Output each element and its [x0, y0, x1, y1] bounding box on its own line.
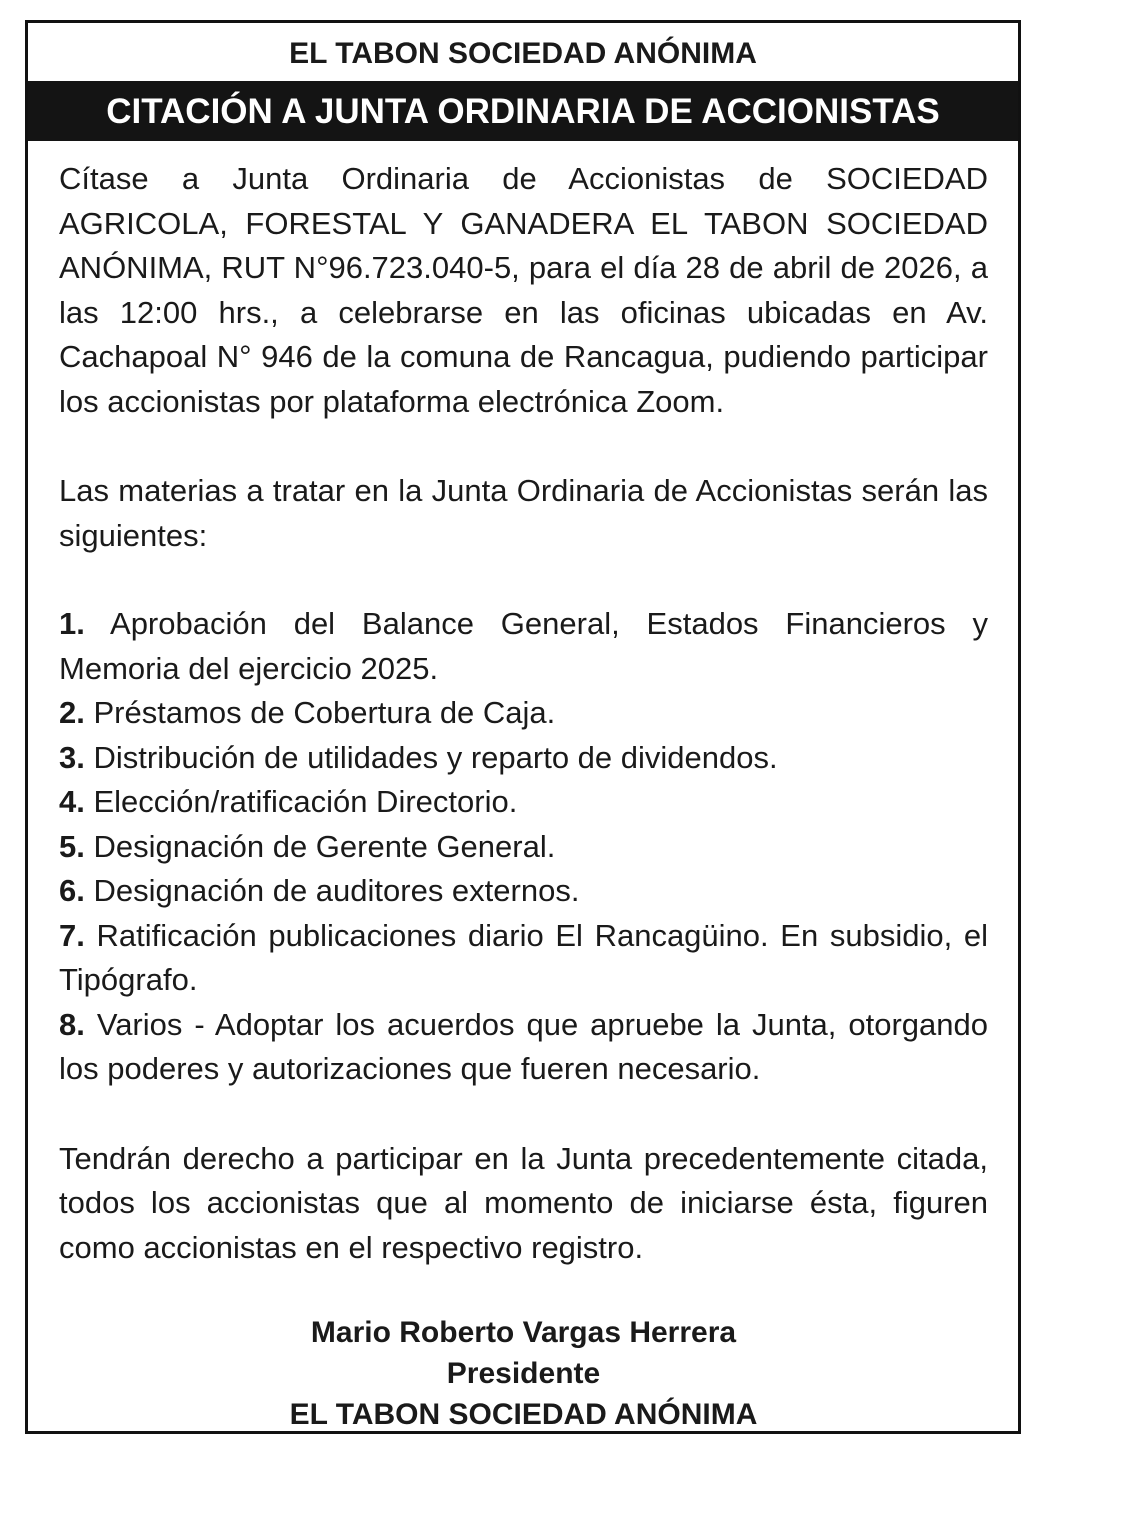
spacer	[59, 424, 988, 469]
signature-block	[59, 1312, 988, 1435]
agenda-item-text: Distribución de utilidades y reparto de dividendos.	[93, 739, 778, 775]
company-header: EL TABON SOCIEDAD ANÓNIMA	[289, 37, 757, 70]
agenda-item-5	[59, 825, 988, 870]
signer-name: Mario Roberto Vargas Herrera	[310, 1316, 737, 1349]
agenda-item-6	[59, 869, 988, 914]
notice-title: CITACIÓN A JUNTA ORDINARIA DE ACCIONISTAS	[28, 81, 1018, 141]
agenda-item-text: Designación de Gerente General.	[93, 828, 556, 864]
agenda-item-text: Ratificación publicaciones diario El Rancagüino. En subsidio, el Tipógrafo.	[59, 917, 988, 997]
agenda-item-number: 8.	[59, 1006, 85, 1042]
spacer	[59, 558, 988, 602]
agenda-item-3	[59, 736, 988, 781]
agenda-list	[59, 602, 988, 1092]
agenda-item-7	[59, 914, 988, 1003]
agenda-item-text: Préstamos de Cobertura de Caja.	[93, 695, 556, 730]
signer-role: Presidente	[446, 1357, 601, 1390]
agenda-item-text: Elección/ratificación Directorio.	[93, 784, 518, 819]
agenda-item-number: 5.	[59, 828, 85, 864]
spacer	[59, 1092, 988, 1137]
agenda-item-number: 2.	[59, 695, 85, 730]
agenda-item-text: Designación de auditores externos.	[93, 873, 580, 908]
agenda-item-1	[59, 602, 988, 691]
agenda-item-number: 3.	[59, 739, 85, 775]
agenda-item-number: 4.	[59, 784, 85, 819]
agenda-item-2	[59, 691, 988, 736]
agenda-intro: Las materias a tratar en la Junta Ordinaria de Accionistas serán las siguientes:	[59, 473, 988, 553]
intro-paragraph: Cítase a Junta Ordinaria de Accionistas de SOCIEDAD AGRICOLA, FORESTAL Y GANADERA EL TABON SOCIEDAD ANÓNIMA, RUT N°96.723.040-5, para el día 28 de abril de 2026, a las 12:00 hrs., a celebrarse en las oficinas ubicadas en Av. Cachapoal N° 946 de la comuna de Rancagua, pudiendo participar los accionistas por plataforma electrónica Zoom.	[59, 161, 988, 419]
notice-box	[25, 20, 1021, 1434]
agenda-item-text: Aprobación del Balance General, Estados Financieros y Memoria del ejercicio 2025.	[59, 606, 989, 686]
signer-company: EL TABON SOCIEDAD ANÓNIMA	[289, 1398, 758, 1431]
agenda-item-text: Varios - Adoptar los acuerdos que apruebe la Junta, otorgando los poderes y autorizaciones que fueren necesario.	[59, 1006, 988, 1086]
agenda-item-number: 6.	[59, 873, 85, 908]
notice-body	[28, 141, 1018, 1435]
closing-paragraph: Tendrán derecho a participar en la Junta precedentemente citada, todos los accionistas que al momento de iniciarse ésta, figuren como accionistas en el respectivo registro.	[59, 1140, 988, 1265]
agenda-item-8	[59, 1003, 988, 1092]
agenda-item-4	[59, 780, 988, 825]
agenda-item-number: 7.	[59, 917, 85, 953]
agenda-item-number: 1.	[59, 606, 85, 641]
